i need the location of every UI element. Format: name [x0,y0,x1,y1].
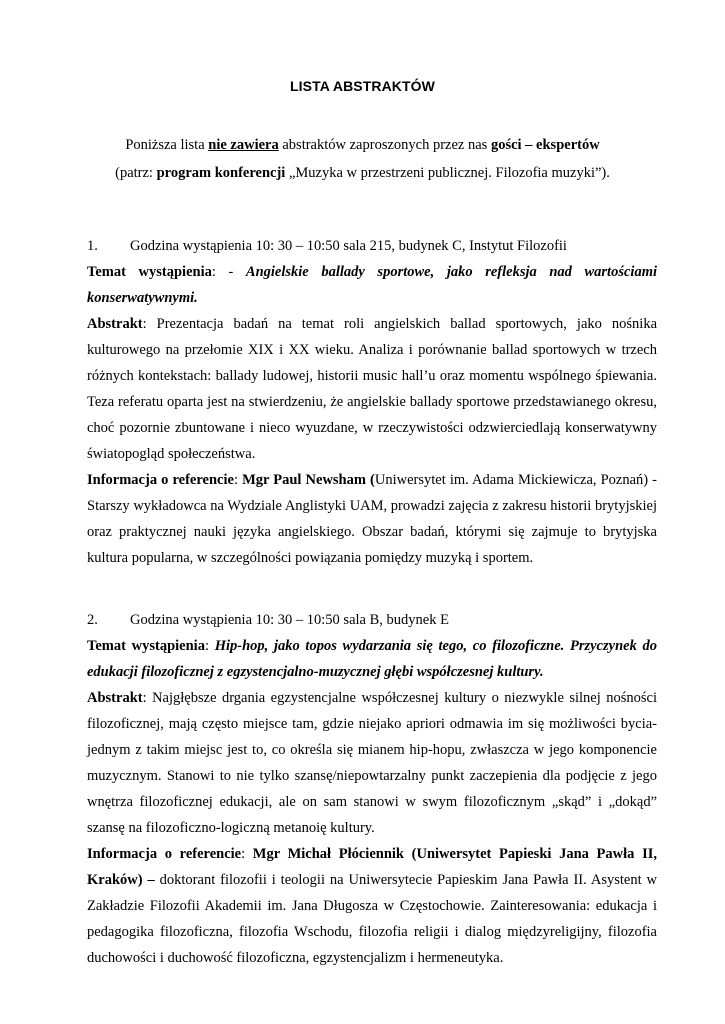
section-number: 1. [87,238,98,254]
section-speaker [87,467,657,571]
speaker-sep: : [233,472,243,488]
topic-text: Hip-hop, jako topos wydarzania się tego, co filozoficzne. Przyczynek do edukacji filozoficznej z egzystencjalno-muzycznej głębi współczesnej kultury. [87,638,658,680]
topic-sep: : - [211,264,246,280]
intro-line-2 [60,159,665,187]
abstract-label: Abstrakt [87,690,143,706]
section-number: 2. [87,612,98,628]
section-time: Godzina wystąpienia 10: 30 – 10:50 sala 215, budynek C, Instytut Filozofii [130,238,567,254]
abstract-text: : Prezentacja badań na temat roli angielskich ballad sportowych, jako nośnika kulturowego na przełomie XIX i XX wieku. Analiza i porównanie ballad sportowych w trzech różnych kontekstach: ballady ludowej, historii music hall’u oraz momentu wspólnego śpiewania. Teza referatu oparta jest na stwierdzeniu, że angielskie ballady sportowe przedstawianego okresu, choć pozornie zbuntowane i nieco wyuzdane, w rzeczywistości odzwierciedlają konserwatywny światopogląd społeczeństwa. [87,316,657,462]
speaker-info: doktorant filozofii i teologii na Uniwersytecie Papieskim Jana Pawła II. Asystent w Zakładzie Filozofii Akademii im. Jana Długosza w Częstochowie. Zainteresowania: edukacja i pedagogika filozoficzna, filozofia Wschodu, filozofia religii i dialog międzyreligijny, filozofia duchowości i duchowość filozoficzna, egzystencjalizm i hermeneutyka. [87,872,657,966]
intro-text: „Muzyka w przestrzeni publicznej. Filozofia muzyki”). [285,165,610,181]
abstract-text: : Najgłębsze drgania egzystencjalne współczesnej kultury o niezwykle silnej nośności filozoficznej, mają często miejsce tam, gdzie niejako apriori odmawia im się możliwości bycia-jednym z takim miejsc jest to, co określa się mianem hip-hopu, zwłaszcza w jego komponencie muzycznym. Stanowi to nie tylko szansę/niepowtarzalny punkt zaczepienia dla podjęcie z jego wnętrza filozoficznej edukacji, ale on sam stanowi w swym filozoficznym „skąd” i „dokąd” szansę na filozoficzno-logiczną metanoię kultury. [87,690,657,836]
intro-text: Poniższa lista [125,137,209,153]
section-speaker [87,841,657,971]
intro-emphasis-guests: gości – ekspertów [490,137,600,153]
speaker-name: Mgr Paul Newsham ( [242,472,375,488]
topic-label: Temat wystąpienia [87,638,205,654]
speaker-label: Informacja o referencie [87,472,234,488]
speaker-sep: : [241,846,253,862]
section-topic [87,259,657,311]
section-time: Godzina wystąpienia 10: 30 – 10:50 sala B, budynek E [130,612,449,628]
topic-text: Angielskie ballady sportowe, jako refleksja nad wartościami konserwatywnymi. [87,264,657,306]
speaker-info: Uniwersytet im. Adama Mickiewicza, Poznań) - Starszy wykładowca na Wydziale Anglistyki UAM, prowadzi zajęcia z zakresu historii brytyjskiej oraz praktycznej nauki języka angielskiego. Obszar badań, którymi się zajmuje to brytyjska kultura popularna, w szczególności powiązania pomiędzy muzyką i sportem. [87,472,658,566]
section-abstract [87,685,657,841]
intro-emphasis-not-included: nie zawiera [208,137,279,153]
section-topic [87,633,657,685]
section-header [87,607,657,633]
intro-emphasis-program: program konferencji [156,165,286,181]
intro-text: (patrz: [115,165,157,181]
abstract-section-1 [87,233,657,571]
intro-note [60,131,665,187]
topic-sep: : [204,638,215,654]
page-title: LISTA ABSTRAKTÓW [290,78,435,94]
speaker-label: Informacja o referencie [87,846,242,862]
abstract-label: Abstrakt [87,316,143,332]
intro-line-1 [60,131,665,159]
section-abstract [87,311,657,467]
abstract-section-2 [87,607,657,971]
speaker-name: Mgr Michał Płóciennik (Uniwersytet Papieski Jana Pawła II, Kraków) – [87,846,657,888]
intro-text: abstraktów zaproszonych przez nas [278,137,491,153]
section-header [87,233,657,259]
topic-label: Temat wystąpienia [87,264,212,280]
